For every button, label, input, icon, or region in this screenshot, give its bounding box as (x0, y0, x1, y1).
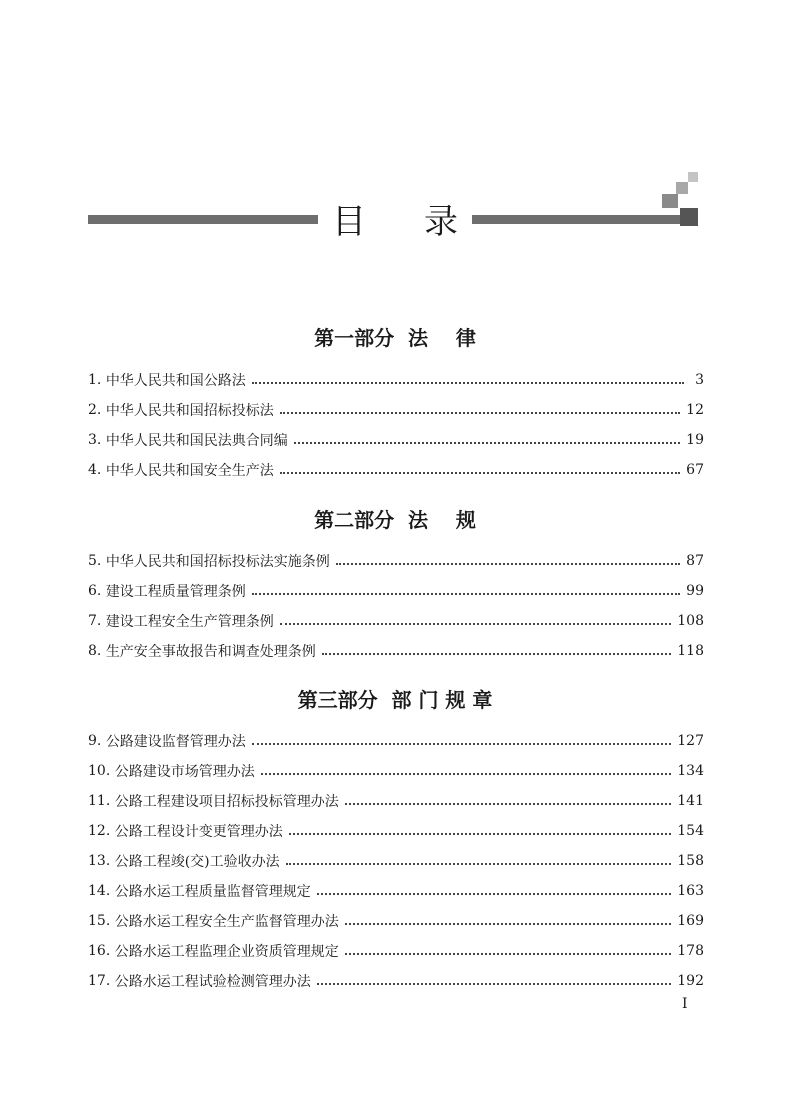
leader-dots (252, 382, 684, 384)
entry-title: 公路建设市场管理办法 (114, 764, 255, 780)
entry-number: 4. (88, 462, 102, 478)
decor-square (676, 182, 688, 194)
entry-number: 5. (88, 553, 102, 569)
toc-entry[interactable] (88, 369, 704, 391)
entry-page: 169 (677, 913, 704, 929)
toc-entry[interactable] (88, 640, 704, 662)
entry-number: 6. (88, 583, 102, 599)
decor-square (680, 208, 698, 226)
toc-entry[interactable] (88, 880, 704, 902)
leader-dots (261, 773, 672, 775)
leader-dots (289, 833, 672, 835)
toc-entry[interactable] (88, 790, 704, 812)
toc-entry[interactable] (88, 850, 704, 872)
leader-dots (317, 893, 672, 895)
entry-title: 公路水运工程试验检测管理办法 (114, 974, 311, 990)
entry-number: 3. (88, 432, 102, 448)
entry-number: 2. (88, 402, 102, 418)
title-char-2: 录 (424, 201, 458, 242)
leader-dots (280, 412, 680, 414)
entry-number: 15. (88, 913, 111, 929)
page-folio: I (682, 996, 688, 1012)
decor-square (688, 172, 698, 182)
entry-page: 178 (677, 943, 704, 959)
entry-page: 19 (686, 432, 704, 448)
leader-dots (345, 803, 672, 805)
entry-title: 公路水运工程质量监督管理规定 (114, 884, 311, 900)
entry-title: 中华人民共和国公路法 (105, 373, 246, 389)
entry-page: 87 (686, 553, 704, 569)
toc-entry[interactable] (88, 910, 704, 932)
entry-number: 10. (88, 763, 111, 779)
leader-dots (294, 442, 680, 444)
entry-page: 12 (686, 402, 704, 418)
entry-page: 3 (695, 372, 704, 388)
toc-title-banner (0, 0, 790, 260)
decor-square (662, 194, 678, 208)
entry-page: 163 (677, 883, 704, 899)
entry-number: 14. (88, 883, 111, 899)
entry-title: 公路水运工程监理企业资质管理规定 (114, 944, 339, 960)
toc-entry[interactable] (88, 550, 704, 572)
entry-title: 中华人民共和国招标投标法 (105, 403, 274, 419)
entry-page: 154 (677, 823, 704, 839)
entry-number: 12. (88, 823, 111, 839)
entry-title: 公路工程建设项目招标投标管理办法 (114, 794, 339, 810)
toc-entry[interactable] (88, 730, 704, 752)
leader-dots (322, 653, 671, 655)
entry-number: 9. (88, 733, 102, 749)
entry-page: 141 (677, 793, 704, 809)
page-title (318, 196, 472, 240)
title-bar-left (88, 215, 318, 224)
toc-entry[interactable] (88, 429, 704, 451)
entry-number: 13. (88, 853, 111, 869)
leader-dots (280, 472, 680, 474)
toc-entry[interactable] (88, 820, 704, 842)
section-heading: 第二部分 法 规 (314, 508, 476, 532)
leader-dots (286, 863, 672, 865)
leader-dots (336, 563, 680, 565)
entry-title: 中华人民共和国民法典合同编 (105, 433, 288, 449)
leader-dots (252, 743, 671, 745)
leader-dots (280, 623, 671, 625)
leader-dots (345, 953, 672, 955)
entry-title: 公路建设监督管理办法 (105, 734, 246, 750)
leader-dots (252, 593, 680, 595)
title-char-1: 目 (332, 201, 366, 242)
toc-entry[interactable] (88, 580, 704, 602)
entry-title: 公路工程设计变更管理办法 (114, 824, 283, 840)
toc-entry[interactable] (88, 399, 704, 421)
entry-page: 134 (677, 763, 704, 779)
entry-number: 1. (88, 372, 102, 388)
entry-title: 中华人民共和国安全生产法 (105, 463, 274, 479)
toc-entry[interactable] (88, 760, 704, 782)
entry-page: 192 (677, 973, 704, 989)
leader-dots (317, 983, 672, 985)
leader-dots (345, 923, 672, 925)
entry-title: 中华人民共和国招标投标法实施条例 (105, 554, 330, 570)
entry-title: 建设工程质量管理条例 (105, 584, 246, 600)
entry-page: 67 (686, 462, 704, 478)
entry-page: 158 (677, 853, 704, 869)
title-bar-right (472, 215, 680, 224)
entry-number: 8. (88, 643, 102, 659)
entry-title: 公路工程竣(交)工验收办法 (114, 854, 280, 870)
section-heading: 第一部分 法 律 (314, 326, 476, 350)
entry-page: 108 (677, 613, 704, 629)
toc-entry[interactable] (88, 940, 704, 962)
toc-entry[interactable] (88, 970, 704, 992)
toc-entry[interactable] (88, 610, 704, 632)
entry-number: 17. (88, 973, 111, 989)
entry-number: 16. (88, 943, 111, 959)
entry-page: 99 (686, 583, 704, 599)
toc-entry[interactable] (88, 459, 704, 481)
entry-title: 建设工程安全生产管理条例 (105, 614, 274, 630)
entry-number: 11. (88, 793, 111, 809)
entry-page: 127 (677, 733, 704, 749)
entry-title: 生产安全事故报告和调查处理条例 (105, 644, 316, 660)
entry-title: 公路水运工程安全生产监督管理办法 (114, 914, 339, 930)
entry-number: 7. (88, 613, 102, 629)
section-heading: 第三部分 部 门 规 章 (297, 688, 493, 712)
entry-page: 118 (677, 643, 704, 659)
